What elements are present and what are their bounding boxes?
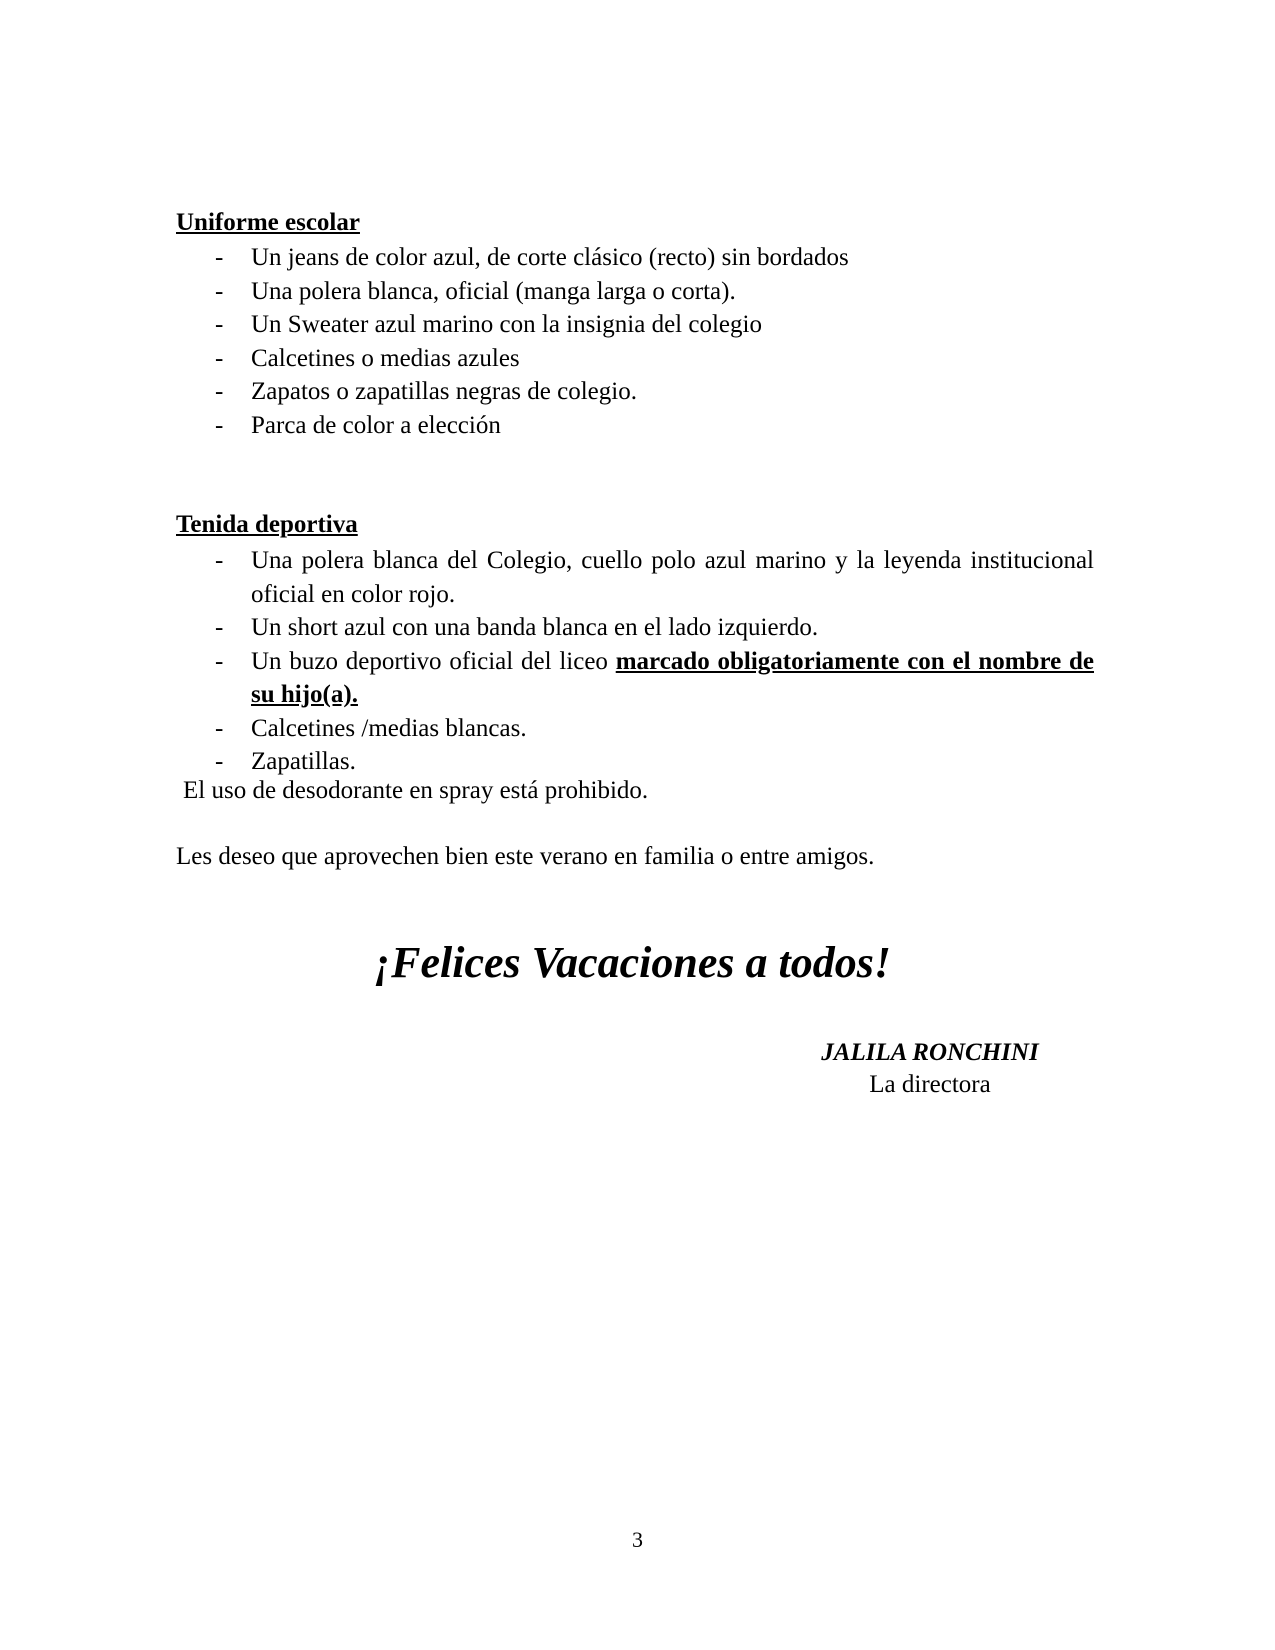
bullet-dash: -: [215, 714, 224, 742]
spray-note: El uso de desodorante en spray está prohibido.: [183, 777, 649, 804]
bullet-dash: -: [215, 311, 224, 338]
bullet-dash: -: [215, 244, 224, 271]
list-item: - Parca de color a elección: [176, 409, 1094, 443]
section-title-tenida: Tenida deportiva: [176, 511, 358, 538]
uniforme-list: [176, 241, 1094, 442]
list-item: - Una polera blanca del Colegio, cuello polo azul marino y la leyenda institucional oficial en color rojo.: [176, 544, 1094, 611]
signature-role: La directora: [869, 1071, 991, 1098]
bullet-dash: -: [215, 344, 224, 372]
bullet-dash: -: [215, 647, 224, 675]
signature-name: JALILA RONCHINI: [821, 1039, 1039, 1066]
summer-wish: Les deseo que aprovechen bien este verano en familia o entre amigos.: [176, 843, 875, 870]
list-item: - Zapatos o zapatillas negras de colegio.: [176, 375, 1094, 409]
list-item: - Una polera blanca, oficial (manga larga o corta).: [176, 275, 1094, 309]
page-number: 3: [632, 1527, 643, 1552]
list-item: - Calcetines o medias azules: [176, 342, 1094, 376]
bullet-dash: -: [215, 748, 224, 775]
bullet-dash: -: [215, 277, 224, 305]
list-item: - Zapatillas.: [176, 745, 1094, 779]
list-item: - Un Sweater azul marino con la insignia del colegio: [176, 308, 1094, 342]
bullet-dash: -: [215, 614, 224, 641]
emphasis-text: marcado obligatoriamente con el nombre de su hijo(a).: [251, 647, 1094, 708]
section-title-uniforme: Uniforme escolar: [176, 209, 360, 236]
bullet-dash: -: [215, 411, 224, 439]
tenida-list: [176, 544, 1094, 779]
bullet-dash: -: [215, 378, 224, 405]
list-item: - Un short azul con una banda blanca en el lado izquierdo.: [176, 611, 1094, 645]
farewell-heading: ¡Felices Vacaciones a todos!: [374, 938, 891, 987]
signature-block: [760, 1037, 1100, 1101]
list-item: - Un buzo deportivo oficial del liceo marcado obligatoriamente con el nombre de su hijo(a).: [176, 645, 1094, 712]
list-item: - Un jeans de color azul, de corte clásico (recto) sin bordados: [176, 241, 1094, 275]
list-item: - Calcetines /medias blancas.: [176, 712, 1094, 746]
bullet-dash: -: [215, 547, 224, 574]
